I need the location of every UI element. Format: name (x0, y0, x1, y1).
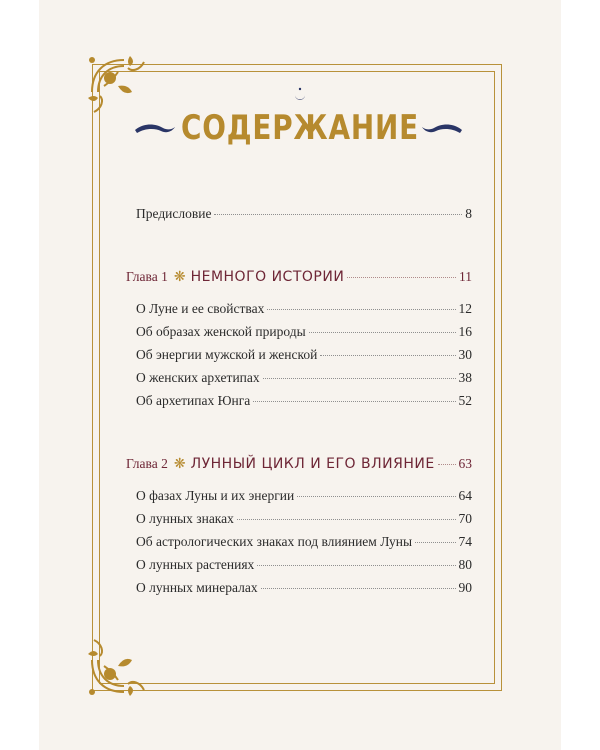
toc-entry-page: 8 (465, 206, 472, 221)
toc-entry-label: О женских архетипах (136, 370, 260, 385)
chapter-title: НЕМНОГО ИСТОРИИ (190, 269, 345, 285)
toc-entry[interactable] (136, 301, 472, 321)
toc-entry[interactable] (136, 347, 472, 367)
toc-entry[interactable] (136, 557, 472, 577)
chapter-label: Глава 1 (126, 269, 168, 284)
toc-entry[interactable] (136, 324, 472, 344)
toc-entry-label: Об образах женской природы (136, 324, 306, 339)
dot-leader (347, 277, 456, 278)
dot-leader (237, 519, 456, 520)
toc-entry-preface[interactable] (136, 206, 472, 226)
toc-entry-label: Предисловие (136, 206, 212, 221)
toc-entry-page: 90 (458, 580, 472, 595)
toc-entry[interactable] (136, 511, 472, 531)
toc-entry-label: О лунных растениях (136, 557, 255, 572)
toc-entry-page: 64 (458, 488, 472, 503)
toc-entry-page: 30 (458, 347, 472, 362)
toc-entry-label: Об архетипах Юнга (136, 393, 251, 408)
chapter-page: 11 (459, 269, 472, 284)
dot-leader (263, 378, 456, 379)
toc-entry-page: 74 (458, 534, 472, 549)
toc-entry-page: 12 (458, 301, 472, 316)
toc-entry-label: О фазах Луны и их энергии (136, 488, 295, 503)
toc-entry[interactable] (136, 393, 472, 413)
toc-chapter-2[interactable] (126, 456, 472, 476)
toc-chapter-1[interactable] (126, 269, 472, 289)
toc-entry-label: О Луне и ее свойствах (136, 301, 265, 316)
toc-entry-page: 52 (458, 393, 472, 408)
chapter-title: ЛУННЫЙ ЦИКЛ И ЕГО ВЛИЯНИЕ (190, 456, 435, 472)
dot-leader (257, 565, 455, 566)
toc-entry[interactable] (136, 580, 472, 600)
dot-leader (267, 309, 455, 310)
chapter-page: 63 (458, 456, 472, 471)
dot-leader (438, 464, 456, 465)
toc-entry-label: О лунных минералах (136, 580, 258, 595)
page-title: СОДЕРЖАНИЕ (180, 108, 420, 148)
toc-entry-label: О лунных знаках (136, 511, 234, 526)
star-ornament-icon: ❋ (173, 270, 186, 285)
dot-leader (214, 214, 462, 215)
chapter-label: Глава 2 (126, 456, 168, 471)
toc-entry[interactable] (136, 534, 472, 554)
toc-entry-label: Об энергии мужской и женской (136, 347, 318, 362)
dot-leader (415, 542, 455, 543)
dot-leader (261, 588, 456, 589)
toc-entry[interactable] (136, 370, 472, 390)
dot-leader (297, 496, 455, 497)
toc-entry-page: 70 (458, 511, 472, 526)
dot-leader (253, 401, 455, 402)
ornament-corner-bottom-left-icon (84, 620, 164, 700)
toc-entry[interactable] (136, 488, 472, 508)
toc-entry-label: Об астрологических знаках под влиянием Луны (136, 534, 413, 549)
star-ornament-icon: ❋ (173, 457, 186, 472)
toc-entry-page: 16 (458, 324, 472, 339)
dot-leader (320, 355, 455, 356)
dot-leader (309, 332, 456, 333)
crescent-moon-icon (293, 87, 307, 105)
toc-entry-page: 38 (458, 370, 472, 385)
toc-entry-page: 80 (458, 557, 472, 572)
